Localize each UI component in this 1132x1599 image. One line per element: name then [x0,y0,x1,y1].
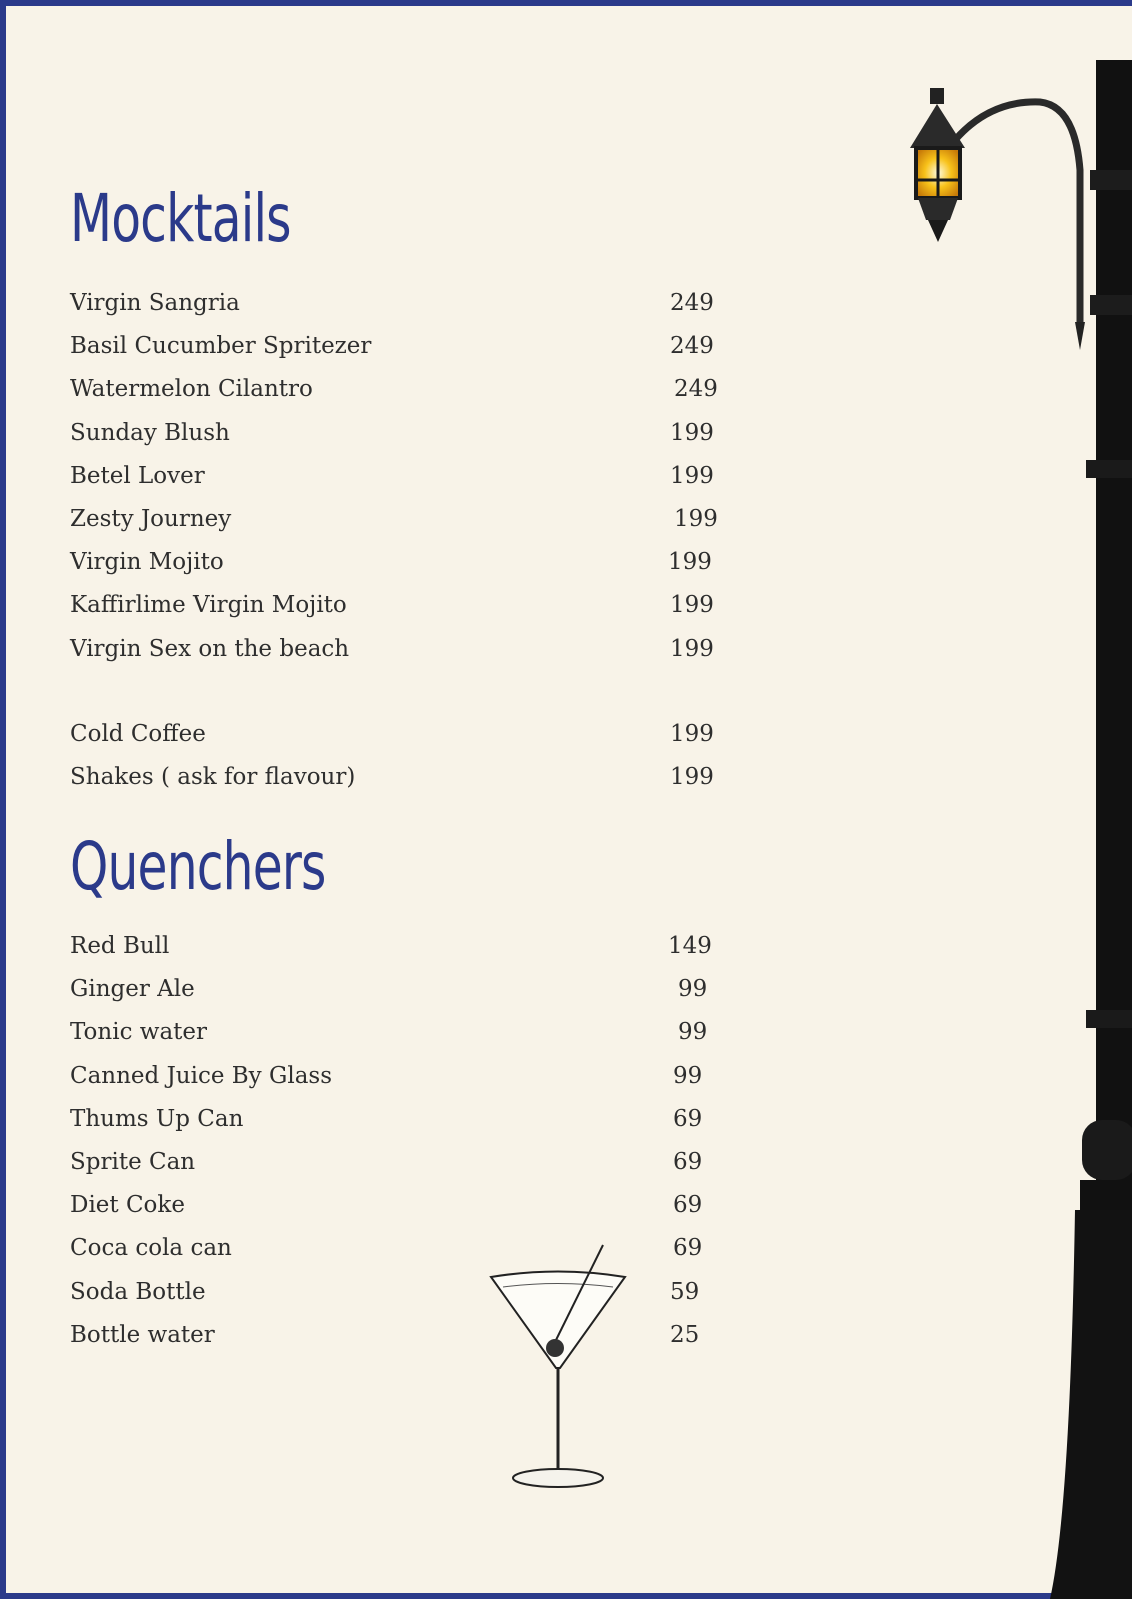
item-price: 249 [674,376,718,403]
item-price: 25 [670,1321,700,1348]
menu-item [70,1184,730,1227]
item-name: Virgin Sangria [70,290,240,316]
menu-item [70,412,730,455]
item-price: 69 [673,1192,703,1219]
menu-item [70,584,730,627]
item-name: Red Bull [70,933,170,959]
menu-item [70,1271,730,1314]
menu-item [70,368,730,411]
item-name: Diet Coke [70,1192,185,1219]
menu-item [70,498,730,541]
item-name: Kaffirlime Virgin Mojito [70,592,347,619]
item-price: 149 [668,933,712,959]
item-name: Zesty Journey [70,505,232,532]
quenchers-list [70,925,730,1357]
item-price: 249 [670,290,714,316]
item-price: 199 [670,462,714,489]
item-price: 199 [674,505,718,532]
item-name: Sprite Can [70,1148,196,1175]
menu-item [70,968,730,1011]
menu-item [70,1141,730,1184]
item-price: 69 [673,1148,703,1175]
item-name: Tonic water [70,1019,208,1046]
menu-item [70,1314,730,1357]
street-lamp-icon [900,60,1132,1599]
item-price: 69 [673,1105,703,1132]
section-title-mocktails: Mocktails [70,180,291,257]
menu-item [70,541,730,584]
menu-item [70,1227,730,1270]
item-name: Coca cola can [70,1235,232,1262]
menu-item [70,282,730,325]
item-name: Canned Juice By Glass [70,1062,333,1089]
menu-item [70,455,730,498]
menu-item [70,1011,730,1054]
item-price: 199 [670,763,714,790]
menu-item [70,1098,730,1141]
item-name: Virgin Sex on the beach [70,635,350,662]
item-price: 99 [673,1062,703,1089]
item-name: Shakes ( ask for flavour) [70,763,356,790]
item-name: Betel Lover [70,462,205,489]
item-price: 59 [670,1278,700,1305]
item-name: Basil Cucumber Spritezer [70,333,372,360]
item-name: Bottle water [70,1321,215,1348]
section-title-quenchers: Quenchers [70,828,326,905]
item-price: 199 [670,635,714,662]
item-price: 69 [673,1235,703,1262]
item-price: 199 [670,419,714,446]
menu-item [70,756,730,799]
item-price: 199 [670,720,714,747]
item-price: 249 [670,333,714,360]
menu-item [70,1055,730,1098]
menu-item [70,628,730,671]
mocktails-list [70,282,730,799]
item-price: 199 [668,549,712,576]
menu-item [70,325,730,368]
item-name: Cold Coffee [70,720,206,747]
item-name: Sunday Blush [70,419,230,446]
item-price: 199 [670,592,714,619]
item-price: 99 [678,1019,708,1046]
item-name: Thums Up Can [70,1105,244,1132]
item-name: Soda Bottle [70,1278,206,1305]
item-name: Ginger Ale [70,976,195,1003]
menu-item [70,713,730,756]
martini-glass-icon [488,1240,628,1495]
item-name: Virgin Mojito [70,549,224,576]
item-price: 99 [678,976,708,1003]
item-name: Watermelon Cilantro [70,376,313,403]
menu-item [70,925,730,968]
